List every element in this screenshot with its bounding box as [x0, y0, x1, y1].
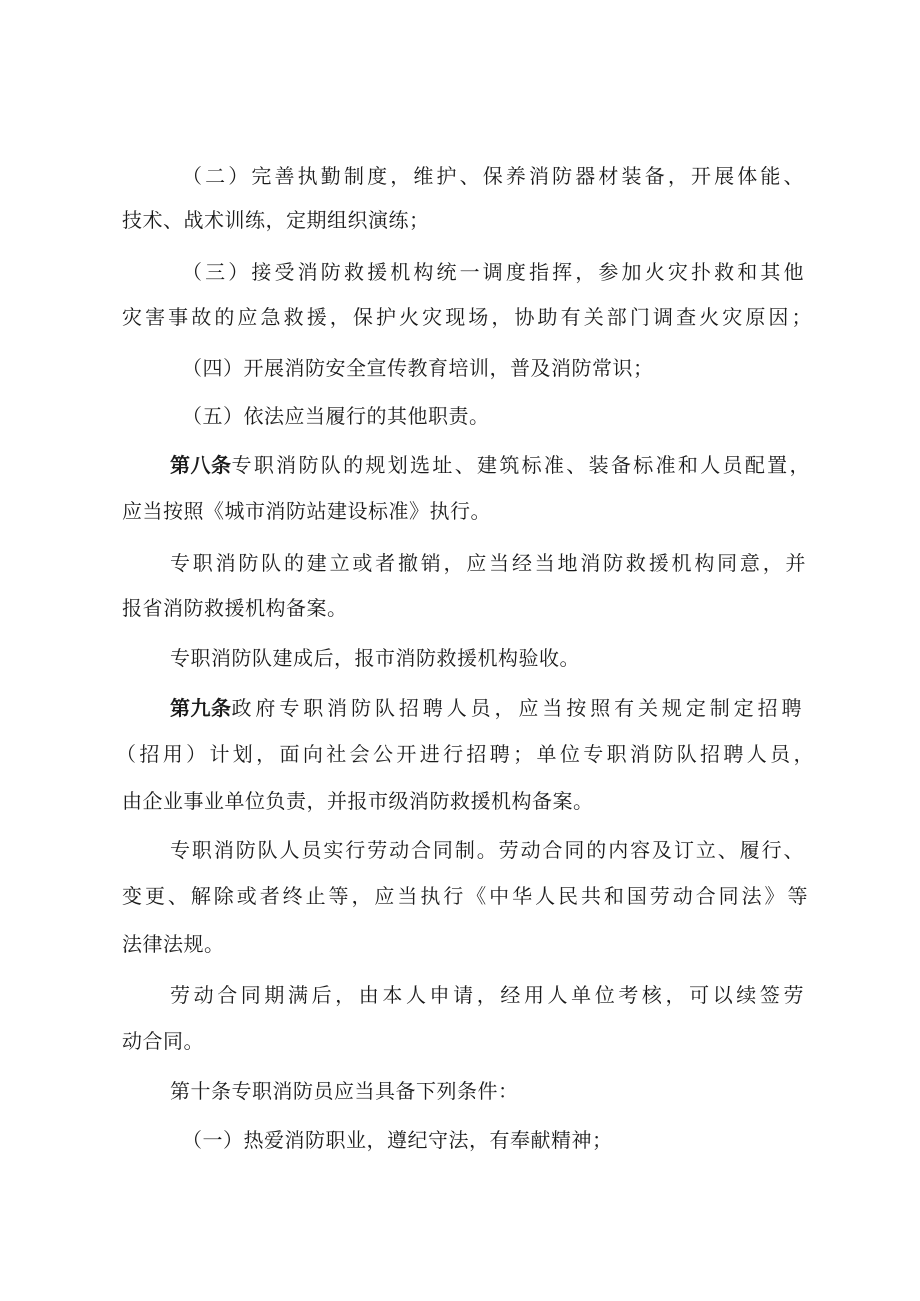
paragraph-line: 专职消防队的规划选址、建筑标准、装备标准和人员配置， — [231, 453, 810, 477]
paragraph-line: 应当按照《城市消防站建设标准》执行。 — [122, 499, 491, 523]
paragraph-line: 专职消防队人员实行劳动合同制。劳动合同的内容及订立、履行、 — [170, 838, 804, 862]
paragraph-line: （三）接受消防救援机构统一调度指挥，参加火灾扑救和其他 — [182, 260, 804, 284]
article-title: 第九条 — [170, 696, 232, 720]
paragraph-line: 灾害事故的应急救援，保护火灾现场，协助有关部门调查火灾原因； — [122, 305, 812, 329]
paragraph-line: 变更、解除或者终止等，应当执行《中华人民共和国劳动合同法》等 — [122, 884, 808, 908]
article-title: 第八条 — [170, 453, 232, 477]
paragraph-line: 第十条专职消防员应当具备下列条件： — [170, 1079, 519, 1103]
paragraph-line: 政府专职消防队招聘人员，应当按照有关规定制定招聘 — [231, 696, 802, 720]
paragraph-line: 动合同。 — [122, 1029, 204, 1053]
article-8-line — [170, 451, 810, 479]
article-9-line — [170, 694, 802, 722]
paragraph-line: 由企业事业单位负责，并报市级消防救援机构备案。 — [122, 789, 594, 813]
paragraph-line: （二）完善执勤制度，维护、保养消防器材装备，开展体能、 — [182, 164, 804, 188]
paragraph-line: （五）依法应当履行的其他职责。 — [182, 404, 490, 428]
paragraph-line: 劳动合同期满后，由本人申请，经用人单位考核，可以续签劳 — [170, 983, 804, 1007]
paragraph-line: 法律法规。 — [122, 932, 225, 956]
paragraph-line: 技术、战术训练，定期组织演练； — [122, 208, 430, 232]
paragraph-line: 专职消防队建成后，报市消防救援机构验收。 — [170, 646, 580, 670]
paragraph-line: 报省消防救援机构备案。 — [122, 596, 348, 620]
paragraph-line: （四）开展消防安全宣传教育培训，普及消防常识； — [182, 356, 654, 380]
paragraph-line: （一）热爱消防职业，遵纪守法，有奉献精神； — [182, 1128, 613, 1152]
paragraph-line: （招用）计划，面向社会公开进行招聘；单位专职消防队招聘人员， — [116, 742, 814, 766]
paragraph-line: 专职消防队的建立或者撤销，应当经当地消防救援机构同意，并 — [170, 551, 806, 575]
